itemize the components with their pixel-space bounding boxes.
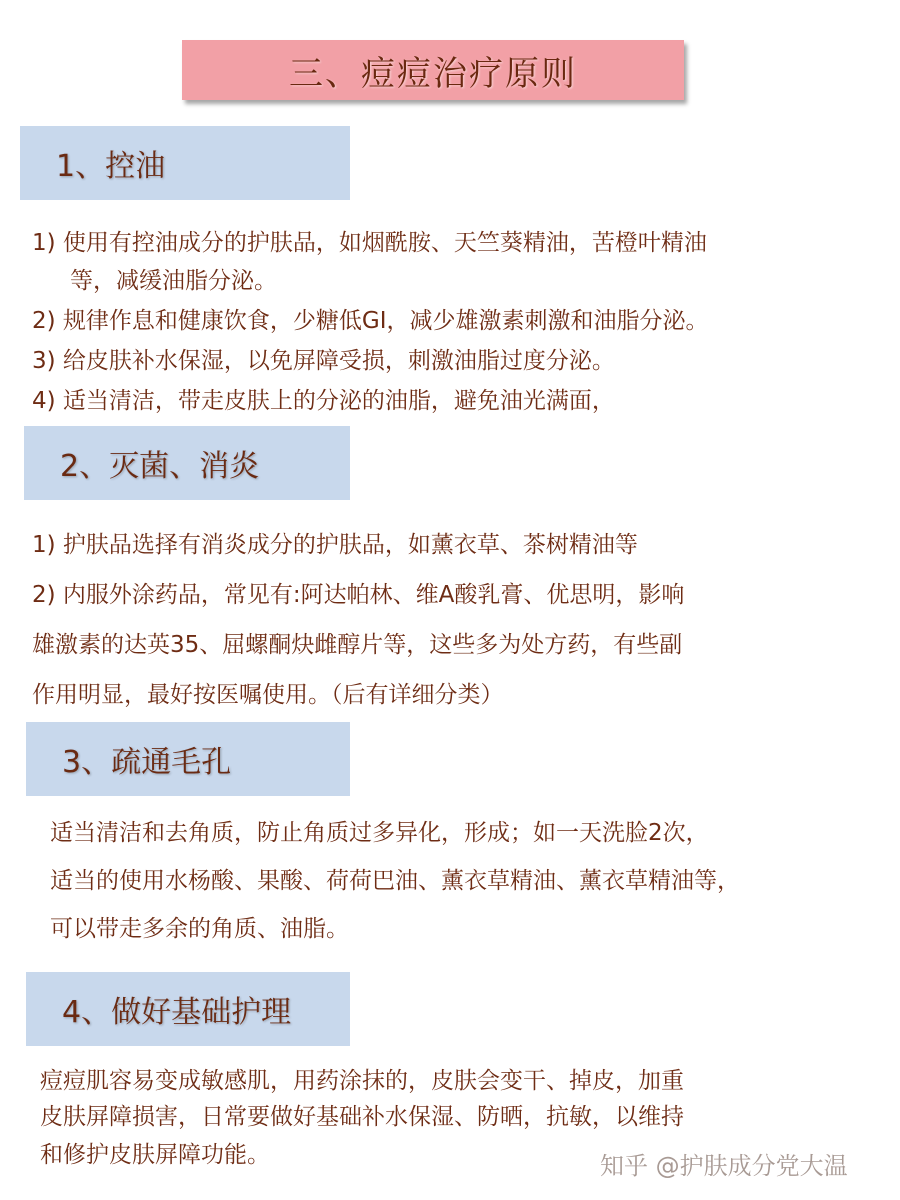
section-1-line: 2) 规律作息和健康饮食，少糖低GI，减少雄激素刺激和油脂分泌。 — [32, 308, 709, 334]
section-heading-unclog-pores — [26, 722, 350, 796]
section-3-line: 适当的使用水杨酸、果酸、荷荷巴油、薰衣草精油、薰衣草精油等， — [50, 868, 740, 894]
section-1-line: 1) 使用有控油成分的护肤品，如烟酰胺、天竺葵精油，苦橙叶精油 — [32, 230, 707, 256]
watermark: 知乎 @护肤成分党大温 — [600, 1152, 848, 1180]
section-1-line: 4) 适当清洁，带走皮肤上的分泌的油脂，避免油光满面， — [32, 388, 615, 414]
section-3-line: 可以带走多余的角质、油脂。 — [50, 916, 349, 942]
section-4-line: 皮肤屏障损害，日常要做好基础补水保湿、防晒，抗敏，以维持 — [40, 1104, 684, 1130]
section-heading-basic-care — [26, 972, 350, 1046]
section-heading-text: 1、控油 — [56, 149, 166, 184]
section-2-line: 雄激素的达英35、屈螺酮炔雌醇片等，这些多为处方药，有些副 — [32, 632, 683, 658]
section-1-line: 3) 给皮肤补水保湿，以免屏障受损，刺激油脂过度分泌。 — [32, 348, 615, 374]
section-4-line: 和修护皮肤屏障功能。 — [40, 1142, 270, 1168]
section-heading-oil-control — [20, 126, 350, 200]
section-3-line: 适当清洁和去角质，防止角质过多异化，形成；如一天洗脸2次， — [50, 820, 709, 846]
section-2-line: 作用明显，最好按医嘱使用。（后有详细分类） — [32, 682, 504, 708]
section-2-line: 1) 护肤品选择有消炎成分的护肤品，如薰衣草、茶树精油等 — [32, 532, 638, 558]
section-1-line: 等，减缓油脂分泌。 — [70, 268, 277, 294]
section-heading-antibacterial — [24, 426, 350, 500]
page-title: 三、痘痘治疗原则 — [182, 40, 684, 100]
section-2-line: 2) 内服外涂药品，常见有:阿达帕林、维A酸乳膏、优思明，影响 — [32, 582, 685, 608]
section-heading-text: 3、疏通毛孔 — [62, 745, 232, 780]
section-4-line: 痘痘肌容易变成敏感肌，用药涂抹的，皮肤会变干、掉皮，加重 — [40, 1068, 684, 1094]
section-heading-text: 4、做好基础护理 — [62, 995, 292, 1030]
section-heading-text: 2、灭菌、消炎 — [60, 449, 260, 484]
